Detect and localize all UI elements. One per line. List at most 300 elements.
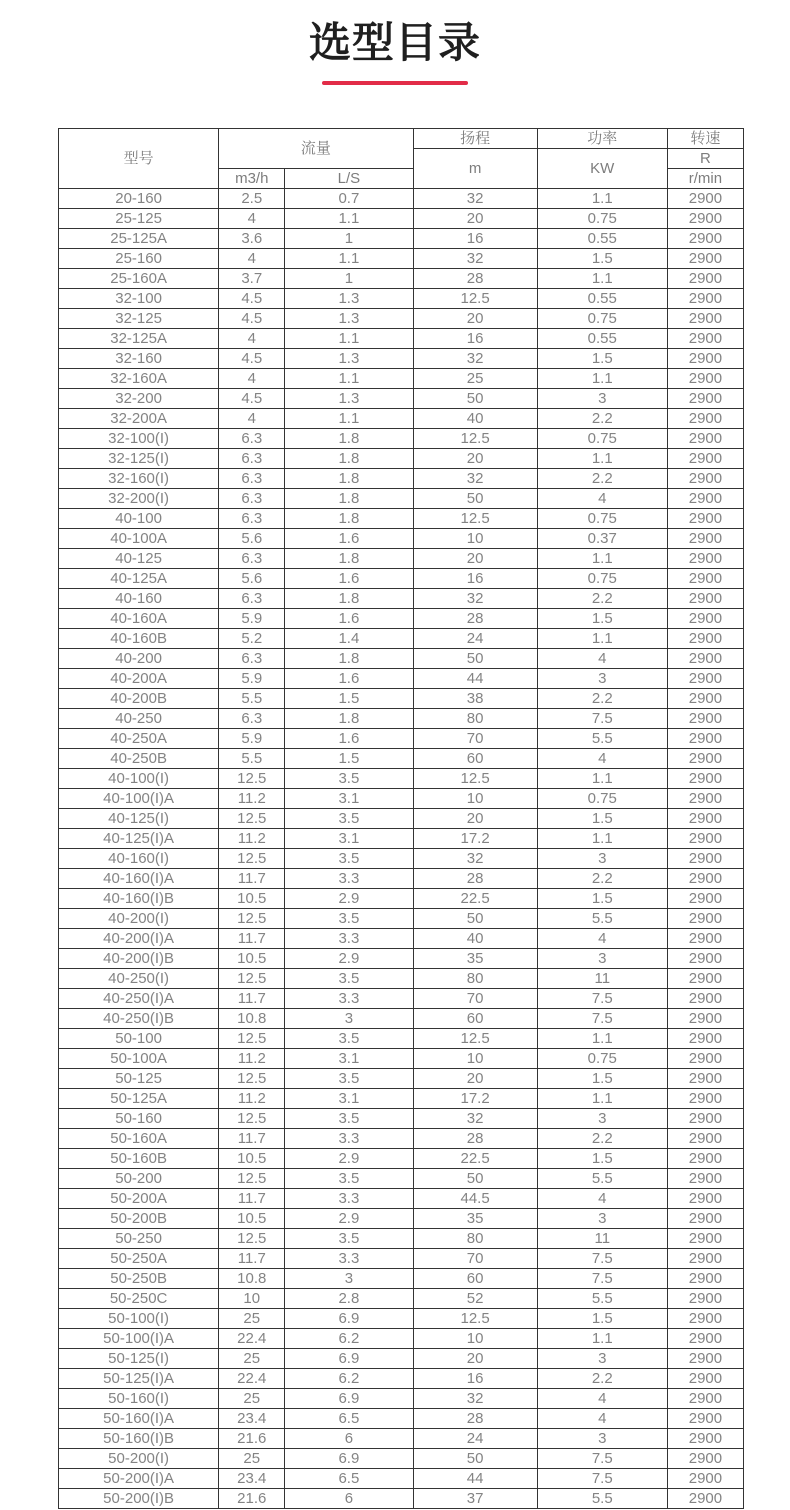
table-row bbox=[59, 1169, 744, 1189]
table-row bbox=[59, 249, 744, 269]
table-row bbox=[59, 1109, 744, 1129]
power-cell: 7.5 bbox=[537, 1449, 667, 1469]
flow-ls-cell: 3.1 bbox=[285, 789, 413, 809]
speed-cell: 2900 bbox=[667, 609, 743, 629]
speed-cell: 2900 bbox=[667, 1089, 743, 1109]
table-row bbox=[59, 929, 744, 949]
power-cell: 1.1 bbox=[537, 769, 667, 789]
model-cell: 40-200(I)A bbox=[59, 929, 219, 949]
page-title: 选型目录 bbox=[308, 19, 481, 66]
table-row bbox=[59, 949, 744, 969]
model-cell: 50-160B bbox=[59, 1149, 219, 1169]
speed-cell: 2900 bbox=[667, 669, 743, 689]
flow-m3h-cell: 6.3 bbox=[219, 549, 285, 569]
speed-cell: 2900 bbox=[667, 1429, 743, 1449]
model-cell: 25-160A bbox=[59, 269, 219, 289]
speed-cell: 2900 bbox=[667, 729, 743, 749]
power-cell: 0.75 bbox=[537, 509, 667, 529]
head-cell: 70 bbox=[413, 989, 537, 1009]
speed-cell: 2900 bbox=[667, 629, 743, 649]
model-cell: 50-200(I) bbox=[59, 1449, 219, 1469]
table-row bbox=[59, 569, 744, 589]
table-row bbox=[59, 789, 744, 809]
flow-m3h-cell: 4 bbox=[219, 409, 285, 429]
model-cell: 32-100 bbox=[59, 289, 219, 309]
head-cell: 60 bbox=[413, 1269, 537, 1289]
flow-ls-cell: 3.5 bbox=[285, 1169, 413, 1189]
flow-ls-cell: 1 bbox=[285, 269, 413, 289]
power-cell: 2.2 bbox=[537, 409, 667, 429]
header-head: 扬程 bbox=[413, 129, 537, 149]
table-row bbox=[59, 289, 744, 309]
table-row bbox=[59, 549, 744, 569]
model-cell: 40-160(I)A bbox=[59, 869, 219, 889]
flow-ls-cell: 1.6 bbox=[285, 569, 413, 589]
flow-m3h-cell: 10.5 bbox=[219, 889, 285, 909]
head-cell: 20 bbox=[413, 809, 537, 829]
speed-cell: 2900 bbox=[667, 309, 743, 329]
model-cell: 40-100(I)A bbox=[59, 789, 219, 809]
power-cell: 3 bbox=[537, 1429, 667, 1449]
power-cell: 0.55 bbox=[537, 289, 667, 309]
table-row bbox=[59, 769, 744, 789]
flow-m3h-cell: 4.5 bbox=[219, 309, 285, 329]
table-row bbox=[59, 1269, 744, 1289]
flow-ls-cell: 3.3 bbox=[285, 1129, 413, 1149]
speed-cell: 2900 bbox=[667, 469, 743, 489]
table-row bbox=[59, 209, 744, 229]
flow-m3h-cell: 4 bbox=[219, 329, 285, 349]
table-row bbox=[59, 1429, 744, 1449]
flow-m3h-cell: 10.8 bbox=[219, 1269, 285, 1289]
head-cell: 32 bbox=[413, 589, 537, 609]
model-cell: 20-160 bbox=[59, 189, 219, 209]
head-cell: 12.5 bbox=[413, 1309, 537, 1329]
flow-ls-cell: 0.7 bbox=[285, 189, 413, 209]
speed-cell: 2900 bbox=[667, 1469, 743, 1489]
flow-ls-cell: 2.9 bbox=[285, 889, 413, 909]
model-cell: 40-100 bbox=[59, 509, 219, 529]
flow-ls-cell: 1.8 bbox=[285, 549, 413, 569]
head-cell: 16 bbox=[413, 329, 537, 349]
flow-m3h-cell: 11.2 bbox=[219, 1049, 285, 1069]
speed-cell: 2900 bbox=[667, 649, 743, 669]
head-cell: 32 bbox=[413, 349, 537, 369]
model-cell: 40-250 bbox=[59, 709, 219, 729]
flow-ls-cell: 3 bbox=[285, 1009, 413, 1029]
flow-m3h-cell: 11.7 bbox=[219, 1189, 285, 1209]
power-cell: 1.1 bbox=[537, 629, 667, 649]
flow-m3h-cell: 25 bbox=[219, 1389, 285, 1409]
head-cell: 32 bbox=[413, 189, 537, 209]
flow-ls-cell: 6 bbox=[285, 1429, 413, 1449]
flow-m3h-cell: 4.5 bbox=[219, 389, 285, 409]
table-row bbox=[59, 729, 744, 749]
flow-ls-cell: 1.6 bbox=[285, 669, 413, 689]
model-cell: 40-200A bbox=[59, 669, 219, 689]
speed-cell: 2900 bbox=[667, 829, 743, 849]
head-cell: 20 bbox=[413, 1069, 537, 1089]
head-cell: 28 bbox=[413, 269, 537, 289]
speed-cell: 2900 bbox=[667, 289, 743, 309]
flow-m3h-cell: 10 bbox=[219, 1289, 285, 1309]
table-row bbox=[59, 1089, 744, 1109]
power-cell: 1.5 bbox=[537, 609, 667, 629]
model-cell: 40-100(I) bbox=[59, 769, 219, 789]
table-row bbox=[59, 1249, 744, 1269]
model-cell: 25-125 bbox=[59, 209, 219, 229]
flow-ls-cell: 3.3 bbox=[285, 1189, 413, 1209]
speed-cell: 2900 bbox=[667, 249, 743, 269]
speed-cell: 2900 bbox=[667, 329, 743, 349]
flow-ls-cell: 3.3 bbox=[285, 929, 413, 949]
model-cell: 50-200(I)B bbox=[59, 1489, 219, 1509]
head-cell: 12.5 bbox=[413, 1029, 537, 1049]
power-cell: 5.5 bbox=[537, 1489, 667, 1509]
table-row bbox=[59, 309, 744, 329]
header-speed-unit-bottom: r/min bbox=[667, 169, 743, 189]
model-cell: 50-100A bbox=[59, 1049, 219, 1069]
flow-ls-cell: 1.1 bbox=[285, 409, 413, 429]
model-cell: 32-200(I) bbox=[59, 489, 219, 509]
power-cell: 3 bbox=[537, 849, 667, 869]
power-cell: 1.1 bbox=[537, 1089, 667, 1109]
flow-m3h-cell: 25 bbox=[219, 1349, 285, 1369]
flow-ls-cell: 1.8 bbox=[285, 469, 413, 489]
model-cell: 50-250C bbox=[59, 1289, 219, 1309]
power-cell: 2.2 bbox=[537, 1369, 667, 1389]
head-cell: 12.5 bbox=[413, 289, 537, 309]
speed-cell: 2900 bbox=[667, 1309, 743, 1329]
power-cell: 5.5 bbox=[537, 1169, 667, 1189]
speed-cell: 2900 bbox=[667, 1389, 743, 1409]
head-cell: 24 bbox=[413, 629, 537, 649]
model-cell: 40-250(I)B bbox=[59, 1009, 219, 1029]
flow-ls-cell: 1.8 bbox=[285, 489, 413, 509]
flow-ls-cell: 6.5 bbox=[285, 1409, 413, 1429]
table-row bbox=[59, 1349, 744, 1369]
speed-cell: 2900 bbox=[667, 789, 743, 809]
head-cell: 60 bbox=[413, 749, 537, 769]
speed-cell: 2900 bbox=[667, 429, 743, 449]
flow-m3h-cell: 6.3 bbox=[219, 509, 285, 529]
model-cell: 50-125 bbox=[59, 1069, 219, 1089]
power-cell: 1.1 bbox=[537, 1329, 667, 1349]
model-cell: 32-125 bbox=[59, 309, 219, 329]
power-cell: 0.75 bbox=[537, 429, 667, 449]
flow-m3h-cell: 4.5 bbox=[219, 349, 285, 369]
table-row bbox=[59, 1029, 744, 1049]
power-cell: 3 bbox=[537, 1349, 667, 1369]
flow-m3h-cell: 5.9 bbox=[219, 669, 285, 689]
table-row bbox=[59, 1389, 744, 1409]
speed-cell: 2900 bbox=[667, 449, 743, 469]
power-cell: 4 bbox=[537, 749, 667, 769]
table-row bbox=[59, 389, 744, 409]
flow-ls-cell: 3.1 bbox=[285, 1089, 413, 1109]
flow-m3h-cell: 11.7 bbox=[219, 1249, 285, 1269]
flow-ls-cell: 2.9 bbox=[285, 1209, 413, 1229]
flow-m3h-cell: 6.3 bbox=[219, 589, 285, 609]
speed-cell: 2900 bbox=[667, 269, 743, 289]
speed-cell: 2900 bbox=[667, 569, 743, 589]
flow-ls-cell: 1.8 bbox=[285, 589, 413, 609]
model-cell: 50-160 bbox=[59, 1109, 219, 1129]
header-model: 型号 bbox=[59, 129, 219, 189]
power-cell: 1.5 bbox=[537, 249, 667, 269]
head-cell: 32 bbox=[413, 1109, 537, 1129]
power-cell: 0.75 bbox=[537, 209, 667, 229]
speed-cell: 2900 bbox=[667, 1409, 743, 1429]
model-cell: 40-125(I) bbox=[59, 809, 219, 829]
power-cell: 7.5 bbox=[537, 1269, 667, 1289]
speed-cell: 2900 bbox=[667, 1369, 743, 1389]
table-row bbox=[59, 989, 744, 1009]
power-cell: 1.5 bbox=[537, 1309, 667, 1329]
header-power: 功率 bbox=[537, 129, 667, 149]
head-cell: 38 bbox=[413, 689, 537, 709]
head-cell: 24 bbox=[413, 1429, 537, 1449]
flow-ls-cell: 1.6 bbox=[285, 729, 413, 749]
table-row bbox=[59, 689, 744, 709]
speed-cell: 2900 bbox=[667, 969, 743, 989]
flow-m3h-cell: 11.7 bbox=[219, 929, 285, 949]
flow-m3h-cell: 11.7 bbox=[219, 1129, 285, 1149]
power-cell: 7.5 bbox=[537, 989, 667, 1009]
table-row bbox=[59, 1069, 744, 1089]
flow-m3h-cell: 12.5 bbox=[219, 1109, 285, 1129]
model-cell: 40-250(I)A bbox=[59, 989, 219, 1009]
model-cell: 40-250B bbox=[59, 749, 219, 769]
power-cell: 3 bbox=[537, 1109, 667, 1129]
model-cell: 25-160 bbox=[59, 249, 219, 269]
table-row bbox=[59, 1329, 744, 1349]
speed-cell: 2900 bbox=[667, 509, 743, 529]
power-cell: 7.5 bbox=[537, 709, 667, 729]
flow-m3h-cell: 23.4 bbox=[219, 1409, 285, 1429]
flow-ls-cell: 1.6 bbox=[285, 529, 413, 549]
speed-cell: 2900 bbox=[667, 689, 743, 709]
header-flow-unit-ls: L/S bbox=[285, 169, 413, 189]
model-cell: 32-160 bbox=[59, 349, 219, 369]
model-cell: 32-200 bbox=[59, 389, 219, 409]
flow-m3h-cell: 25 bbox=[219, 1449, 285, 1469]
flow-m3h-cell: 11.2 bbox=[219, 789, 285, 809]
flow-m3h-cell: 12.5 bbox=[219, 1029, 285, 1049]
head-cell: 60 bbox=[413, 1009, 537, 1029]
power-cell: 0.37 bbox=[537, 529, 667, 549]
head-cell: 44.5 bbox=[413, 1189, 537, 1209]
head-cell: 80 bbox=[413, 969, 537, 989]
head-cell: 16 bbox=[413, 229, 537, 249]
table-row bbox=[59, 849, 744, 869]
flow-ls-cell: 3.5 bbox=[285, 1029, 413, 1049]
power-cell: 1.5 bbox=[537, 349, 667, 369]
flow-ls-cell: 6.9 bbox=[285, 1349, 413, 1369]
flow-m3h-cell: 25 bbox=[219, 1309, 285, 1329]
head-cell: 50 bbox=[413, 1169, 537, 1189]
model-cell: 50-160(I)A bbox=[59, 1409, 219, 1429]
speed-cell: 2900 bbox=[667, 1449, 743, 1469]
speed-cell: 2900 bbox=[667, 489, 743, 509]
flow-ls-cell: 3 bbox=[285, 1269, 413, 1289]
speed-cell: 2900 bbox=[667, 989, 743, 1009]
flow-ls-cell: 3.3 bbox=[285, 869, 413, 889]
speed-cell: 2900 bbox=[667, 549, 743, 569]
speed-cell: 2900 bbox=[667, 949, 743, 969]
power-cell: 4 bbox=[537, 489, 667, 509]
head-cell: 37 bbox=[413, 1489, 537, 1509]
header-speed: 转速 bbox=[667, 129, 743, 149]
flow-m3h-cell: 12.5 bbox=[219, 849, 285, 869]
head-cell: 20 bbox=[413, 549, 537, 569]
head-cell: 16 bbox=[413, 569, 537, 589]
speed-cell: 2900 bbox=[667, 1229, 743, 1249]
head-cell: 32 bbox=[413, 1389, 537, 1409]
power-cell: 5.5 bbox=[537, 1289, 667, 1309]
flow-m3h-cell: 12.5 bbox=[219, 969, 285, 989]
speed-cell: 2900 bbox=[667, 1489, 743, 1509]
head-cell: 28 bbox=[413, 609, 537, 629]
power-cell: 0.75 bbox=[537, 309, 667, 329]
model-cell: 40-160(I)B bbox=[59, 889, 219, 909]
head-cell: 50 bbox=[413, 909, 537, 929]
model-cell: 40-160A bbox=[59, 609, 219, 629]
head-cell: 17.2 bbox=[413, 829, 537, 849]
speed-cell: 2900 bbox=[667, 1249, 743, 1269]
flow-ls-cell: 1.1 bbox=[285, 249, 413, 269]
table-row bbox=[59, 1209, 744, 1229]
power-cell: 1.5 bbox=[537, 809, 667, 829]
flow-ls-cell: 2.8 bbox=[285, 1289, 413, 1309]
head-cell: 22.5 bbox=[413, 1149, 537, 1169]
flow-m3h-cell: 10.5 bbox=[219, 1209, 285, 1229]
table-row bbox=[59, 1489, 744, 1509]
head-cell: 32 bbox=[413, 249, 537, 269]
table-row bbox=[59, 1049, 744, 1069]
head-cell: 40 bbox=[413, 929, 537, 949]
model-cell: 50-250B bbox=[59, 1269, 219, 1289]
head-cell: 35 bbox=[413, 1209, 537, 1229]
head-cell: 28 bbox=[413, 869, 537, 889]
power-cell: 1.1 bbox=[537, 189, 667, 209]
power-cell: 4 bbox=[537, 929, 667, 949]
table-row bbox=[59, 969, 744, 989]
head-cell: 17.2 bbox=[413, 1089, 537, 1109]
model-cell: 40-250(I) bbox=[59, 969, 219, 989]
power-cell: 3 bbox=[537, 1209, 667, 1229]
flow-ls-cell: 1.5 bbox=[285, 749, 413, 769]
flow-ls-cell: 1.8 bbox=[285, 709, 413, 729]
power-cell: 11 bbox=[537, 969, 667, 989]
head-cell: 52 bbox=[413, 1289, 537, 1309]
head-cell: 10 bbox=[413, 1329, 537, 1349]
model-cell: 50-125(I) bbox=[59, 1349, 219, 1369]
model-cell: 40-250A bbox=[59, 729, 219, 749]
flow-m3h-cell: 21.6 bbox=[219, 1429, 285, 1449]
model-cell: 40-160(I) bbox=[59, 849, 219, 869]
flow-ls-cell: 1.8 bbox=[285, 429, 413, 449]
flow-ls-cell: 1.4 bbox=[285, 629, 413, 649]
flow-m3h-cell: 5.9 bbox=[219, 609, 285, 629]
flow-ls-cell: 1 bbox=[285, 229, 413, 249]
head-cell: 12.5 bbox=[413, 509, 537, 529]
model-cell: 50-100(I) bbox=[59, 1309, 219, 1329]
flow-m3h-cell: 6.3 bbox=[219, 489, 285, 509]
head-cell: 50 bbox=[413, 1449, 537, 1469]
flow-ls-cell: 3.5 bbox=[285, 1109, 413, 1129]
header-speed-unit-top: R bbox=[667, 149, 743, 169]
flow-m3h-cell: 23.4 bbox=[219, 1469, 285, 1489]
power-cell: 1.1 bbox=[537, 1029, 667, 1049]
power-cell: 0.75 bbox=[537, 569, 667, 589]
flow-m3h-cell: 2.5 bbox=[219, 189, 285, 209]
flow-m3h-cell: 6.3 bbox=[219, 449, 285, 469]
power-cell: 7.5 bbox=[537, 1469, 667, 1489]
flow-m3h-cell: 10.5 bbox=[219, 949, 285, 969]
flow-m3h-cell: 4 bbox=[219, 249, 285, 269]
power-cell: 3 bbox=[537, 949, 667, 969]
model-cell: 40-200(I) bbox=[59, 909, 219, 929]
flow-ls-cell: 6.9 bbox=[285, 1309, 413, 1329]
table-row bbox=[59, 529, 744, 549]
model-cell: 50-125A bbox=[59, 1089, 219, 1109]
flow-ls-cell: 6 bbox=[285, 1489, 413, 1509]
table-row bbox=[59, 809, 744, 829]
flow-m3h-cell: 3.6 bbox=[219, 229, 285, 249]
model-cell: 50-160(I) bbox=[59, 1389, 219, 1409]
flow-m3h-cell: 6.3 bbox=[219, 469, 285, 489]
model-cell: 40-160B bbox=[59, 629, 219, 649]
table-row bbox=[59, 1149, 744, 1169]
flow-ls-cell: 6.9 bbox=[285, 1389, 413, 1409]
power-cell: 0.75 bbox=[537, 1049, 667, 1069]
power-cell: 2.2 bbox=[537, 469, 667, 489]
flow-ls-cell: 1.5 bbox=[285, 689, 413, 709]
flow-ls-cell: 1.8 bbox=[285, 649, 413, 669]
power-cell: 7.5 bbox=[537, 1009, 667, 1029]
power-cell: 4 bbox=[537, 1389, 667, 1409]
speed-cell: 2900 bbox=[667, 809, 743, 829]
flow-ls-cell: 1.6 bbox=[285, 609, 413, 629]
flow-m3h-cell: 11.7 bbox=[219, 869, 285, 889]
speed-cell: 2900 bbox=[667, 1029, 743, 1049]
flow-ls-cell: 3.5 bbox=[285, 809, 413, 829]
head-cell: 16 bbox=[413, 1369, 537, 1389]
flow-ls-cell: 3.5 bbox=[285, 1069, 413, 1089]
power-cell: 0.75 bbox=[537, 789, 667, 809]
table-row bbox=[59, 609, 744, 629]
flow-ls-cell: 3.5 bbox=[285, 769, 413, 789]
power-cell: 2.2 bbox=[537, 869, 667, 889]
head-cell: 40 bbox=[413, 409, 537, 429]
table-row bbox=[59, 229, 744, 249]
head-cell: 50 bbox=[413, 649, 537, 669]
speed-cell: 2900 bbox=[667, 1189, 743, 1209]
speed-cell: 2900 bbox=[667, 1209, 743, 1229]
power-cell: 7.5 bbox=[537, 1249, 667, 1269]
flow-m3h-cell: 11.2 bbox=[219, 1089, 285, 1109]
head-cell: 20 bbox=[413, 449, 537, 469]
model-cell: 50-100 bbox=[59, 1029, 219, 1049]
head-cell: 20 bbox=[413, 209, 537, 229]
flow-m3h-cell: 22.4 bbox=[219, 1329, 285, 1349]
model-cell: 32-160(I) bbox=[59, 469, 219, 489]
head-cell: 35 bbox=[413, 949, 537, 969]
head-cell: 50 bbox=[413, 389, 537, 409]
table-row bbox=[59, 869, 744, 889]
model-cell: 40-100A bbox=[59, 529, 219, 549]
